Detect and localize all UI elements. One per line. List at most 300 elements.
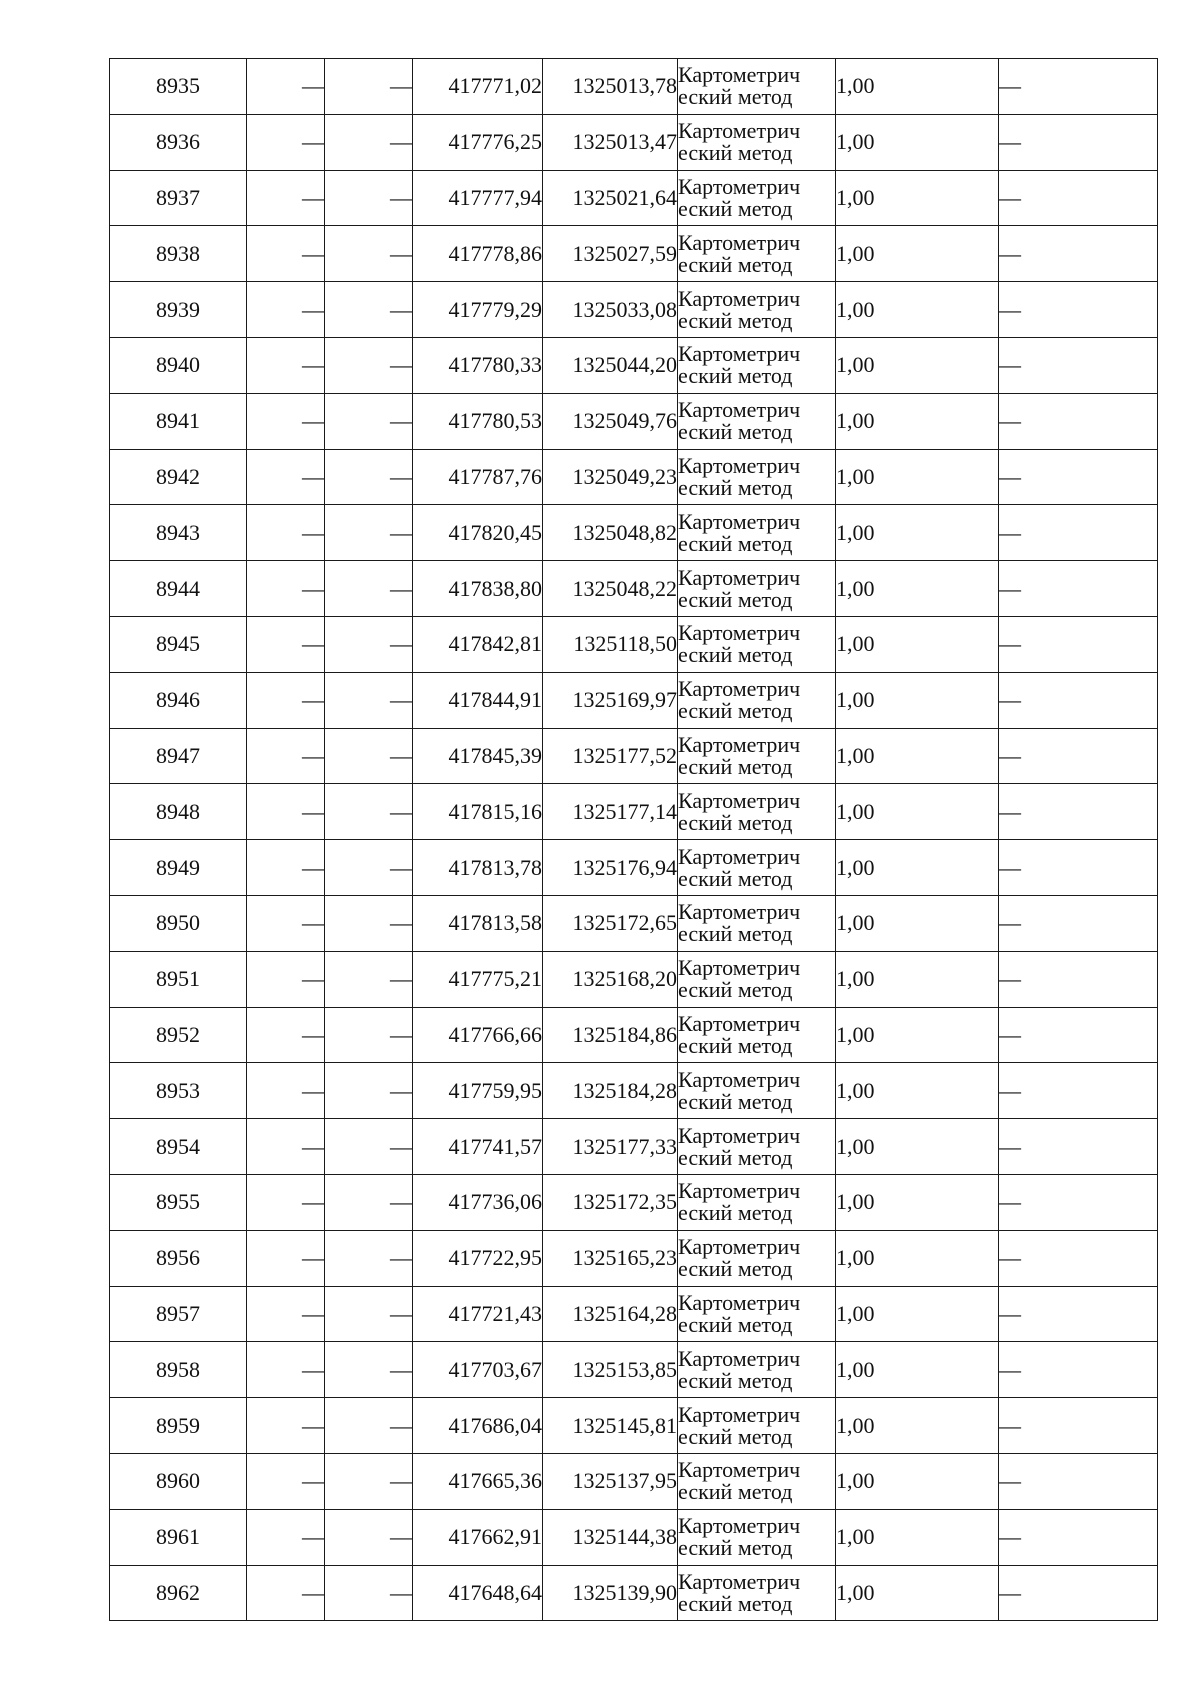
- method-text-line: еский метод: [678, 195, 793, 221]
- accuracy-cell: 1,00: [836, 505, 999, 561]
- method-text-line: еский метод: [678, 474, 793, 500]
- empty-value-cell: —: [325, 282, 413, 338]
- method-cell: [678, 840, 836, 896]
- y-coordinate-cell: 1325049,23: [543, 449, 678, 505]
- method-cell: [678, 282, 836, 338]
- x-coordinate-cell: 417777,94: [413, 170, 543, 226]
- empty-value-cell: —: [325, 449, 413, 505]
- method-cell: [678, 951, 836, 1007]
- method-text-line: Картометрич: [678, 118, 801, 144]
- y-coordinate-cell: 1325165,23: [543, 1230, 678, 1286]
- y-coordinate-cell: 1325137,95: [543, 1453, 678, 1509]
- method-text-line: Картометрич: [678, 1178, 801, 1204]
- method-text-line: еский метод: [678, 140, 793, 166]
- x-coordinate-cell: 417778,86: [413, 226, 543, 282]
- method-cell: [678, 1174, 836, 1230]
- method-text-line: Картометрич: [678, 341, 801, 367]
- method-text-line: еский метод: [678, 251, 793, 277]
- empty-value-cell: —: [325, 895, 413, 951]
- point-number-cell: 8944: [110, 561, 247, 617]
- method-text-line: Картометрич: [678, 1289, 801, 1315]
- method-text-line: Картометрич: [678, 899, 801, 925]
- method-text-line: Картометрич: [678, 1513, 801, 1539]
- x-coordinate-cell: 417766,66: [413, 1007, 543, 1063]
- method-text-line: Картометрич: [678, 1568, 801, 1594]
- table-row: [110, 895, 1158, 951]
- point-number-cell: 8953: [110, 1063, 247, 1119]
- method-text-line: еский метод: [678, 865, 793, 891]
- description-cell: —: [999, 1007, 1158, 1063]
- point-number-cell: 8955: [110, 1174, 247, 1230]
- table-row: [110, 1119, 1158, 1175]
- x-coordinate-cell: 417844,91: [413, 672, 543, 728]
- table-row: [110, 449, 1158, 505]
- method-text-line: еский метод: [678, 1088, 793, 1114]
- x-coordinate-cell: 417842,81: [413, 616, 543, 672]
- y-coordinate-cell: 1325049,76: [543, 393, 678, 449]
- method-text-line: Картометрич: [678, 676, 801, 702]
- point-number-cell: 8935: [110, 59, 247, 115]
- description-cell: —: [999, 784, 1158, 840]
- empty-value-cell: —: [247, 393, 325, 449]
- method-text-line: еский метод: [678, 809, 793, 835]
- empty-value-cell: —: [325, 784, 413, 840]
- empty-value-cell: —: [325, 728, 413, 784]
- method-text-line: Картометрич: [678, 564, 801, 590]
- method-text-line: еский метод: [678, 921, 793, 947]
- point-number-cell: 8936: [110, 114, 247, 170]
- method-text-line: Картометрич: [678, 452, 801, 478]
- point-number-cell: 8945: [110, 616, 247, 672]
- accuracy-cell: 1,00: [836, 1119, 999, 1175]
- x-coordinate-cell: 417771,02: [413, 59, 543, 115]
- description-cell: —: [999, 337, 1158, 393]
- table-row: [110, 561, 1158, 617]
- method-text-line: еский метод: [678, 586, 793, 612]
- empty-value-cell: —: [247, 672, 325, 728]
- empty-value-cell: —: [325, 951, 413, 1007]
- empty-value-cell: —: [325, 393, 413, 449]
- empty-value-cell: —: [325, 226, 413, 282]
- method-text-line: еский метод: [678, 363, 793, 389]
- empty-value-cell: —: [247, 1342, 325, 1398]
- point-number-cell: 8957: [110, 1286, 247, 1342]
- y-coordinate-cell: 1325044,20: [543, 337, 678, 393]
- description-cell: —: [999, 1230, 1158, 1286]
- table-body: [110, 59, 1158, 1621]
- accuracy-cell: 1,00: [836, 1063, 999, 1119]
- accuracy-cell: 1,00: [836, 728, 999, 784]
- accuracy-cell: 1,00: [836, 616, 999, 672]
- table-row: [110, 616, 1158, 672]
- method-text-line: Картометрич: [678, 62, 801, 88]
- accuracy-cell: 1,00: [836, 59, 999, 115]
- x-coordinate-cell: 417815,16: [413, 784, 543, 840]
- point-number-cell: 8948: [110, 784, 247, 840]
- x-coordinate-cell: 417722,95: [413, 1230, 543, 1286]
- empty-value-cell: —: [247, 1230, 325, 1286]
- point-number-cell: 8960: [110, 1453, 247, 1509]
- x-coordinate-cell: 417845,39: [413, 728, 543, 784]
- y-coordinate-cell: 1325118,50: [543, 616, 678, 672]
- method-text-line: еский метод: [678, 307, 793, 333]
- method-cell: [678, 1565, 836, 1621]
- table-row: [110, 1007, 1158, 1063]
- empty-value-cell: —: [247, 1565, 325, 1621]
- y-coordinate-cell: 1325153,85: [543, 1342, 678, 1398]
- method-text-line: еский метод: [678, 1200, 793, 1226]
- method-text-line: еский метод: [678, 530, 793, 556]
- table-row: [110, 784, 1158, 840]
- method-cell: [678, 59, 836, 115]
- y-coordinate-cell: 1325169,97: [543, 672, 678, 728]
- x-coordinate-cell: 417721,43: [413, 1286, 543, 1342]
- method-text-line: Картометрич: [678, 1066, 801, 1092]
- table-row: [110, 672, 1158, 728]
- method-text-line: Картометрич: [678, 397, 801, 423]
- method-cell: [678, 1286, 836, 1342]
- accuracy-cell: 1,00: [836, 1398, 999, 1454]
- point-number-cell: 8940: [110, 337, 247, 393]
- y-coordinate-cell: 1325048,82: [543, 505, 678, 561]
- table-row: [110, 1286, 1158, 1342]
- point-number-cell: 8949: [110, 840, 247, 896]
- method-text-line: Картометрич: [678, 1401, 801, 1427]
- method-text-line: Картометрич: [678, 1457, 801, 1483]
- method-cell: [678, 1119, 836, 1175]
- table-row: [110, 226, 1158, 282]
- method-text-line: Картометрич: [678, 173, 801, 199]
- empty-value-cell: —: [325, 1007, 413, 1063]
- description-cell: —: [999, 1565, 1158, 1621]
- method-cell: [678, 1509, 836, 1565]
- description-cell: —: [999, 59, 1158, 115]
- description-cell: —: [999, 840, 1158, 896]
- empty-value-cell: —: [247, 561, 325, 617]
- description-cell: —: [999, 449, 1158, 505]
- empty-value-cell: —: [247, 337, 325, 393]
- description-cell: —: [999, 672, 1158, 728]
- point-number-cell: 8958: [110, 1342, 247, 1398]
- table-row: [110, 1063, 1158, 1119]
- empty-value-cell: —: [247, 1063, 325, 1119]
- empty-value-cell: —: [325, 1119, 413, 1175]
- table-row: [110, 1565, 1158, 1621]
- accuracy-cell: 1,00: [836, 1565, 999, 1621]
- point-number-cell: 8959: [110, 1398, 247, 1454]
- method-text-line: еский метод: [678, 1256, 793, 1282]
- table-row: [110, 840, 1158, 896]
- point-number-cell: 8961: [110, 1509, 247, 1565]
- point-number-cell: 8939: [110, 282, 247, 338]
- point-number-cell: 8950: [110, 895, 247, 951]
- method-text-line: еский метод: [678, 1590, 793, 1616]
- accuracy-cell: 1,00: [836, 114, 999, 170]
- method-text-line: Картометрич: [678, 229, 801, 255]
- empty-value-cell: —: [325, 1398, 413, 1454]
- method-cell: [678, 1007, 836, 1063]
- description-cell: —: [999, 505, 1158, 561]
- empty-value-cell: —: [247, 840, 325, 896]
- method-text-line: еский метод: [678, 1311, 793, 1337]
- table-row: [110, 170, 1158, 226]
- point-number-cell: 8942: [110, 449, 247, 505]
- method-cell: [678, 895, 836, 951]
- table-row: [110, 114, 1158, 170]
- method-text-line: Картометрич: [678, 285, 801, 311]
- description-cell: —: [999, 1342, 1158, 1398]
- accuracy-cell: 1,00: [836, 1007, 999, 1063]
- empty-value-cell: —: [325, 1509, 413, 1565]
- accuracy-cell: 1,00: [836, 561, 999, 617]
- description-cell: —: [999, 1398, 1158, 1454]
- point-number-cell: 8954: [110, 1119, 247, 1175]
- y-coordinate-cell: 1325177,52: [543, 728, 678, 784]
- description-cell: —: [999, 728, 1158, 784]
- method-text-line: еский метод: [678, 1479, 793, 1505]
- empty-value-cell: —: [325, 1286, 413, 1342]
- point-number-cell: 8938: [110, 226, 247, 282]
- accuracy-cell: 1,00: [836, 1342, 999, 1398]
- accuracy-cell: 1,00: [836, 170, 999, 226]
- empty-value-cell: —: [325, 114, 413, 170]
- accuracy-cell: 1,00: [836, 895, 999, 951]
- method-text-line: еский метод: [678, 419, 793, 445]
- method-cell: [678, 784, 836, 840]
- empty-value-cell: —: [325, 616, 413, 672]
- empty-value-cell: —: [247, 505, 325, 561]
- x-coordinate-cell: 417780,33: [413, 337, 543, 393]
- method-cell: [678, 616, 836, 672]
- accuracy-cell: 1,00: [836, 1509, 999, 1565]
- method-text-line: Картометрич: [678, 1345, 801, 1371]
- x-coordinate-cell: 417813,78: [413, 840, 543, 896]
- x-coordinate-cell: 417736,06: [413, 1174, 543, 1230]
- empty-value-cell: —: [247, 1007, 325, 1063]
- x-coordinate-cell: 417665,36: [413, 1453, 543, 1509]
- empty-value-cell: —: [325, 840, 413, 896]
- y-coordinate-cell: 1325021,64: [543, 170, 678, 226]
- method-text-line: Картометрич: [678, 1122, 801, 1148]
- y-coordinate-cell: 1325145,81: [543, 1398, 678, 1454]
- method-text-line: еский метод: [678, 698, 793, 724]
- method-cell: [678, 1342, 836, 1398]
- accuracy-cell: 1,00: [836, 449, 999, 505]
- method-text-line: Картометрич: [678, 508, 801, 534]
- description-cell: —: [999, 1286, 1158, 1342]
- point-number-cell: 8956: [110, 1230, 247, 1286]
- point-number-cell: 8962: [110, 1565, 247, 1621]
- y-coordinate-cell: 1325168,20: [543, 951, 678, 1007]
- accuracy-cell: 1,00: [836, 226, 999, 282]
- empty-value-cell: —: [247, 170, 325, 226]
- x-coordinate-cell: 417703,67: [413, 1342, 543, 1398]
- coordinates-table: [109, 58, 1158, 1621]
- accuracy-cell: 1,00: [836, 951, 999, 1007]
- y-coordinate-cell: 1325177,33: [543, 1119, 678, 1175]
- table-row: [110, 1453, 1158, 1509]
- table-row: [110, 1174, 1158, 1230]
- empty-value-cell: —: [247, 449, 325, 505]
- point-number-cell: 8937: [110, 170, 247, 226]
- y-coordinate-cell: 1325172,35: [543, 1174, 678, 1230]
- empty-value-cell: —: [247, 1398, 325, 1454]
- method-cell: [678, 449, 836, 505]
- accuracy-cell: 1,00: [836, 1230, 999, 1286]
- empty-value-cell: —: [247, 1174, 325, 1230]
- accuracy-cell: 1,00: [836, 282, 999, 338]
- point-number-cell: 8952: [110, 1007, 247, 1063]
- point-number-cell: 8941: [110, 393, 247, 449]
- empty-value-cell: —: [247, 282, 325, 338]
- x-coordinate-cell: 417776,25: [413, 114, 543, 170]
- description-cell: —: [999, 616, 1158, 672]
- table-row: [110, 1509, 1158, 1565]
- description-cell: —: [999, 170, 1158, 226]
- table-row: [110, 393, 1158, 449]
- empty-value-cell: —: [247, 226, 325, 282]
- description-cell: —: [999, 1453, 1158, 1509]
- method-cell: [678, 226, 836, 282]
- accuracy-cell: 1,00: [836, 1286, 999, 1342]
- method-cell: [678, 505, 836, 561]
- empty-value-cell: —: [247, 1453, 325, 1509]
- x-coordinate-cell: 417813,58: [413, 895, 543, 951]
- empty-value-cell: —: [247, 1509, 325, 1565]
- method-text-line: еский метод: [678, 1032, 793, 1058]
- description-cell: —: [999, 951, 1158, 1007]
- y-coordinate-cell: 1325164,28: [543, 1286, 678, 1342]
- table-row: [110, 337, 1158, 393]
- x-coordinate-cell: 417741,57: [413, 1119, 543, 1175]
- x-coordinate-cell: 417648,64: [413, 1565, 543, 1621]
- empty-value-cell: —: [247, 784, 325, 840]
- method-cell: [678, 1063, 836, 1119]
- accuracy-cell: 1,00: [836, 840, 999, 896]
- table-row: [110, 1398, 1158, 1454]
- empty-value-cell: —: [247, 616, 325, 672]
- accuracy-cell: 1,00: [836, 784, 999, 840]
- empty-value-cell: —: [247, 1119, 325, 1175]
- description-cell: —: [999, 282, 1158, 338]
- method-text-line: еский метод: [678, 977, 793, 1003]
- method-text-line: еский метод: [678, 1367, 793, 1393]
- description-cell: —: [999, 1174, 1158, 1230]
- method-text-line: Картометрич: [678, 1234, 801, 1260]
- x-coordinate-cell: 417780,53: [413, 393, 543, 449]
- point-number-cell: 8943: [110, 505, 247, 561]
- empty-value-cell: —: [325, 1174, 413, 1230]
- table-row: [110, 505, 1158, 561]
- y-coordinate-cell: 1325013,47: [543, 114, 678, 170]
- description-cell: —: [999, 561, 1158, 617]
- method-cell: [678, 1230, 836, 1286]
- y-coordinate-cell: 1325184,28: [543, 1063, 678, 1119]
- description-cell: —: [999, 895, 1158, 951]
- empty-value-cell: —: [247, 59, 325, 115]
- method-cell: [678, 561, 836, 617]
- description-cell: —: [999, 1119, 1158, 1175]
- table-row: [110, 282, 1158, 338]
- x-coordinate-cell: 417775,21: [413, 951, 543, 1007]
- method-cell: [678, 672, 836, 728]
- description-cell: —: [999, 1509, 1158, 1565]
- accuracy-cell: 1,00: [836, 1453, 999, 1509]
- empty-value-cell: —: [325, 170, 413, 226]
- method-text-line: Картометрич: [678, 620, 801, 646]
- method-cell: [678, 1453, 836, 1509]
- empty-value-cell: —: [325, 1453, 413, 1509]
- x-coordinate-cell: 417686,04: [413, 1398, 543, 1454]
- empty-value-cell: —: [247, 114, 325, 170]
- empty-value-cell: —: [325, 1342, 413, 1398]
- empty-value-cell: —: [247, 728, 325, 784]
- method-text-line: Картометрич: [678, 787, 801, 813]
- method-text-line: еский метод: [678, 1535, 793, 1561]
- empty-value-cell: —: [325, 337, 413, 393]
- method-cell: [678, 337, 836, 393]
- method-text-line: Картометрич: [678, 1010, 801, 1036]
- accuracy-cell: 1,00: [836, 337, 999, 393]
- x-coordinate-cell: 417787,76: [413, 449, 543, 505]
- point-number-cell: 8946: [110, 672, 247, 728]
- y-coordinate-cell: 1325013,78: [543, 59, 678, 115]
- method-text-line: еский метод: [678, 642, 793, 668]
- empty-value-cell: —: [325, 1565, 413, 1621]
- method-text-line: Картометрич: [678, 843, 801, 869]
- y-coordinate-cell: 1325172,65: [543, 895, 678, 951]
- empty-value-cell: —: [325, 1063, 413, 1119]
- description-cell: —: [999, 393, 1158, 449]
- method-text-line: еский метод: [678, 84, 793, 110]
- empty-value-cell: —: [247, 1286, 325, 1342]
- empty-value-cell: —: [325, 505, 413, 561]
- empty-value-cell: —: [325, 1230, 413, 1286]
- accuracy-cell: 1,00: [836, 672, 999, 728]
- method-cell: [678, 393, 836, 449]
- table-row: [110, 728, 1158, 784]
- method-text-line: Картометрич: [678, 731, 801, 757]
- empty-value-cell: —: [325, 561, 413, 617]
- point-number-cell: 8951: [110, 951, 247, 1007]
- y-coordinate-cell: 1325144,38: [543, 1509, 678, 1565]
- accuracy-cell: 1,00: [836, 393, 999, 449]
- accuracy-cell: 1,00: [836, 1174, 999, 1230]
- method-cell: [678, 728, 836, 784]
- method-text-line: еский метод: [678, 1144, 793, 1170]
- y-coordinate-cell: 1325177,14: [543, 784, 678, 840]
- method-text-line: еский метод: [678, 1423, 793, 1449]
- description-cell: —: [999, 226, 1158, 282]
- method-cell: [678, 1398, 836, 1454]
- empty-value-cell: —: [247, 951, 325, 1007]
- point-number-cell: 8947: [110, 728, 247, 784]
- description-cell: —: [999, 114, 1158, 170]
- y-coordinate-cell: 1325048,22: [543, 561, 678, 617]
- empty-value-cell: —: [325, 672, 413, 728]
- y-coordinate-cell: 1325027,59: [543, 226, 678, 282]
- description-cell: —: [999, 1063, 1158, 1119]
- x-coordinate-cell: 417779,29: [413, 282, 543, 338]
- y-coordinate-cell: 1325176,94: [543, 840, 678, 896]
- method-cell: [678, 170, 836, 226]
- x-coordinate-cell: 417838,80: [413, 561, 543, 617]
- table-row: [110, 59, 1158, 115]
- method-text-line: еский метод: [678, 753, 793, 779]
- y-coordinate-cell: 1325184,86: [543, 1007, 678, 1063]
- table-row: [110, 1342, 1158, 1398]
- method-cell: [678, 114, 836, 170]
